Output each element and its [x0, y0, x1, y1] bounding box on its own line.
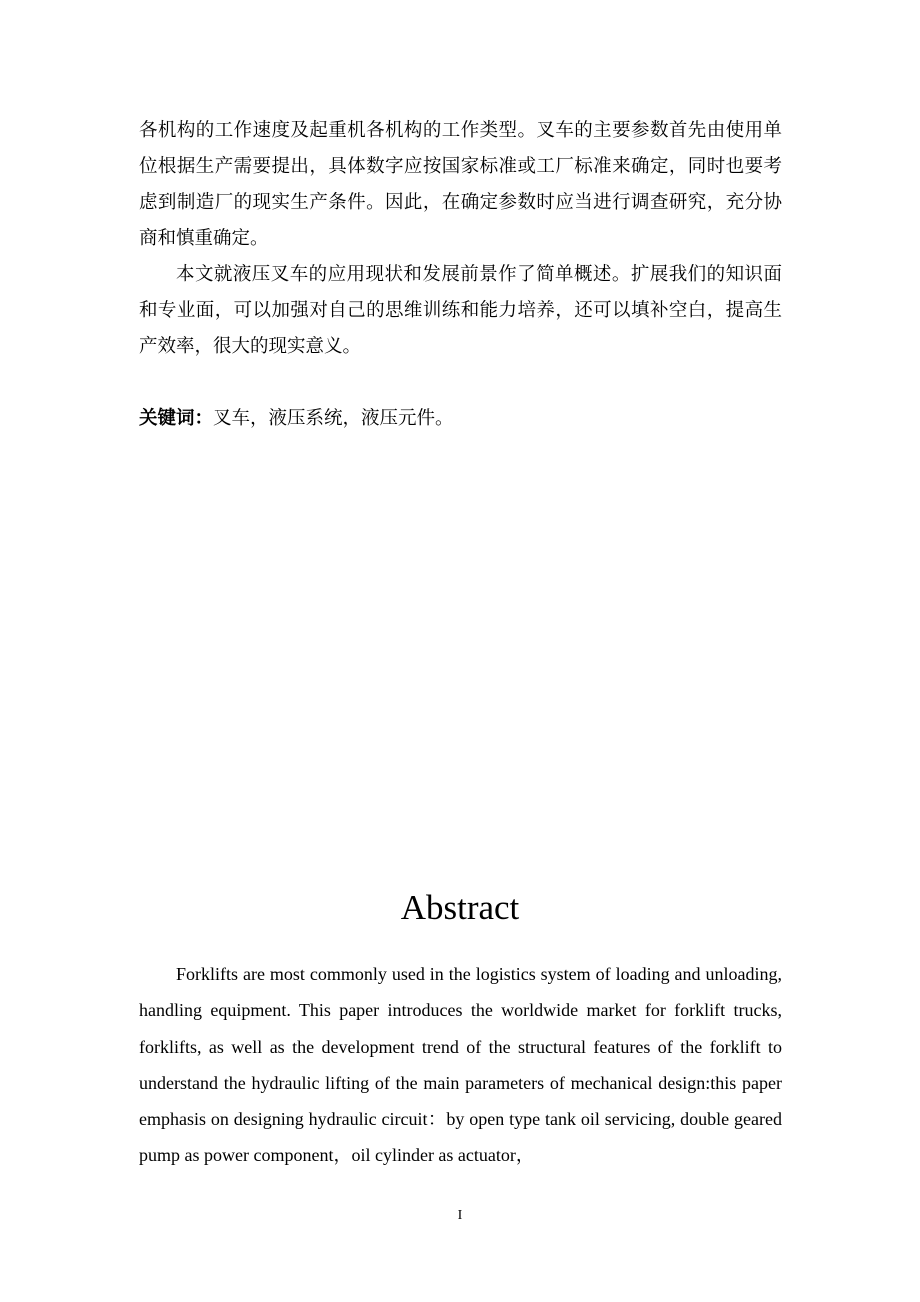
chinese-paragraph-2: 本文就液压叉车的应用现状和发展前景作了简单概述。扩展我们的知识面和专业面，可以加强对自己的思维训练和能力培养，还可以填补空白，提高生产效率，很大的现实意义。 — [139, 264, 782, 357]
chinese-keywords — [139, 403, 782, 435]
english-abstract-paragraph-1: Forklifts are most commonly used in the logistics system of loading and unloading, handling equipment. This paper introduces the worldwide market for forklift trucks, forklifts, as well as the development trend of the structural features of the forklift to understand the hydraulic lifting of the main parameters of mechanical design:this paper emphasis on designing hydraulic circuit：by open type tank oil servicing, double geared pump as power component，oil cylinder as actuator， — [139, 964, 782, 1166]
chinese-paragraph-1: 各机构的工作速度及起重机各机构的工作类型。叉车的主要参数首先由使用单位根据生产需要提出，具体数字应按国家标准或工厂标准来确定，同时也要考虑到制造厂的现实生产条件。因此，在确定参数时应当进行调查研究，充分协商和慎重确定。 — [139, 120, 782, 249]
abstract-title: Abstract — [400, 888, 520, 927]
keywords-label: 关键词： — [139, 408, 214, 429]
chinese-abstract-body — [139, 113, 782, 365]
page-number: I — [457, 1208, 463, 1223]
keywords-value: 叉车，液压系统，液压元件。 — [213, 408, 454, 429]
